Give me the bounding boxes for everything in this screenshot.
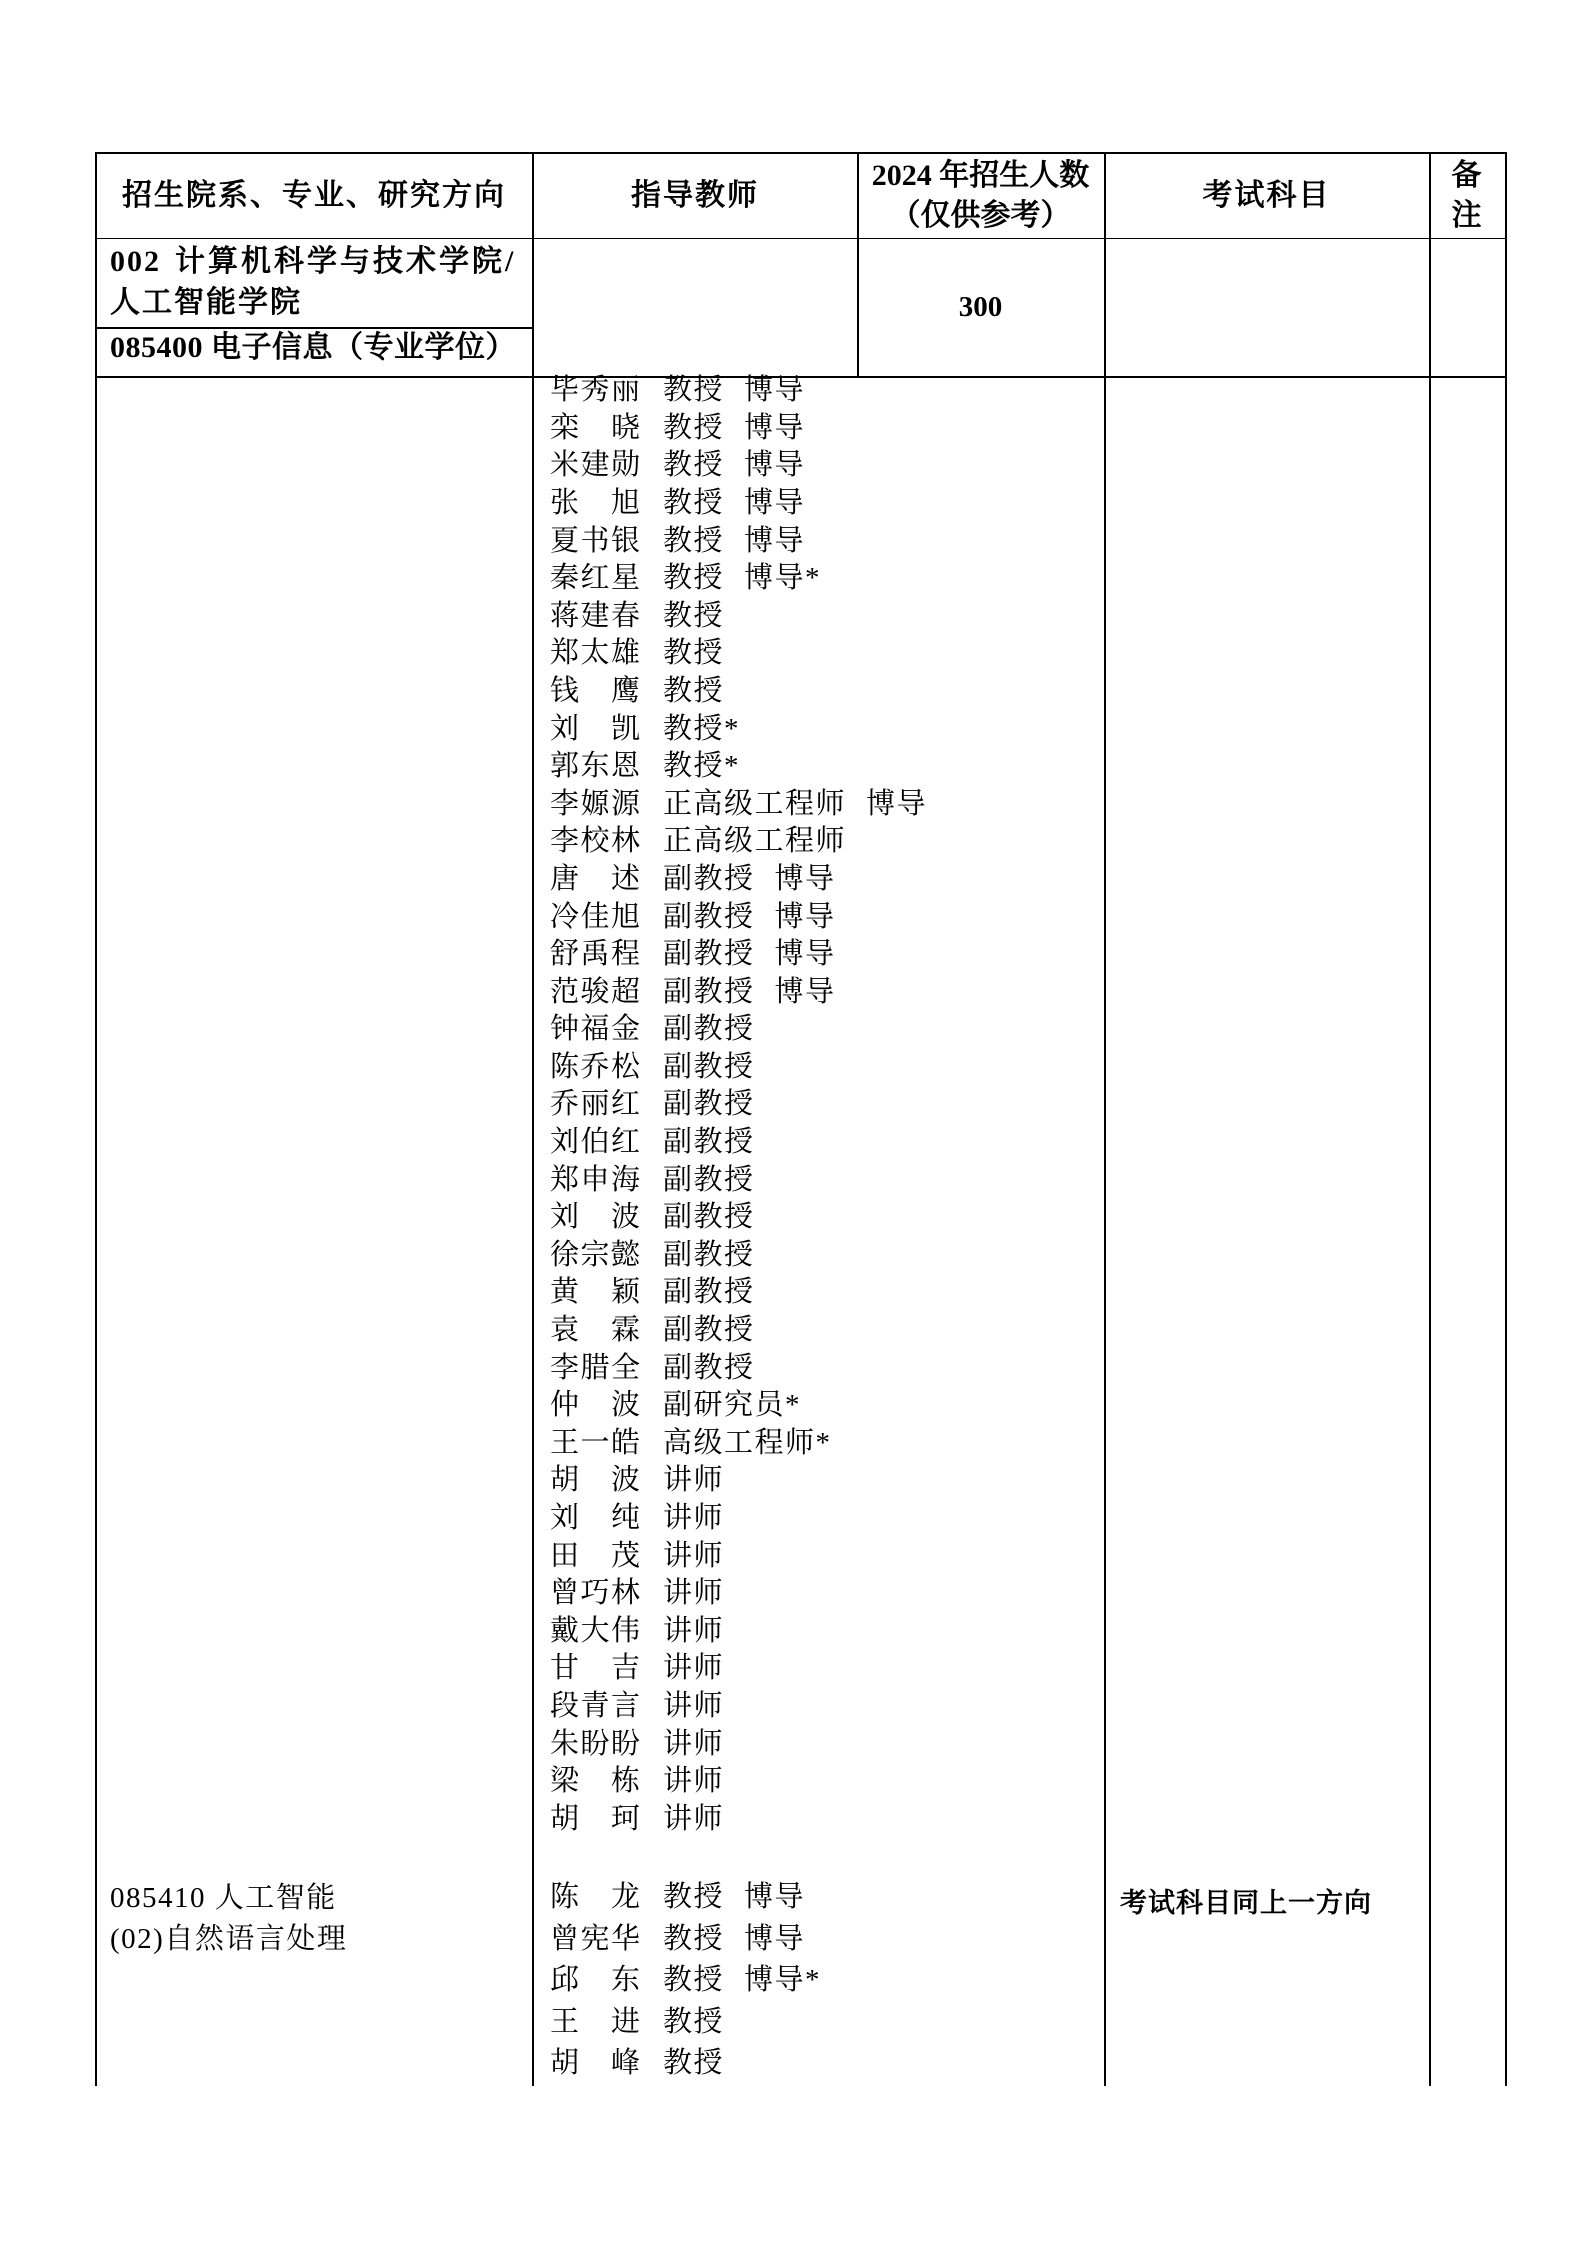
advisor-name: 黄 颖 [550, 1276, 642, 1309]
header-department-cell [95, 153, 533, 238]
advisor-row [550, 1462, 927, 1500]
advisor-row [550, 1919, 821, 1961]
advisor-row [550, 1960, 821, 2002]
advisor-name: 陈 龙 [550, 1881, 642, 1914]
advisor-title: 教授 [663, 674, 725, 707]
advisor-row [550, 936, 927, 974]
quota-value: 300 [958, 291, 1003, 323]
advisor-row [550, 786, 927, 824]
advisor-name: 钱 鹰 [550, 674, 642, 707]
advisor-row [550, 410, 927, 448]
advisor-title: 教授 [663, 562, 725, 595]
advisor-note: 博导 [866, 787, 928, 820]
advisor-name: 戴大伟 [550, 1614, 642, 1647]
advisor-row [550, 861, 927, 899]
advisor-row [550, 1688, 927, 1726]
advisor-name: 范骏超 [550, 975, 642, 1008]
advisor-title: 教授* [663, 712, 741, 745]
advisor-title: 副教授 [663, 1126, 755, 1159]
advisor-name: 陈乔松 [550, 1050, 642, 1083]
advisor-row [550, 1274, 927, 1312]
advisor-row [550, 1425, 927, 1463]
advisor-row [550, 372, 927, 410]
advisor-title: 讲师 [663, 1802, 725, 1835]
advisor-name: 李嫄源 [550, 787, 642, 820]
advisor-name: 段青言 [550, 1689, 642, 1722]
advisor-name: 唐 述 [550, 862, 642, 895]
header-advisor-cell [533, 153, 857, 238]
advisor-note: 博导 [774, 975, 836, 1008]
advisor-title: 讲师 [663, 1464, 725, 1497]
header-advisor: 指导教师 [631, 178, 759, 212]
advisor-row [550, 485, 927, 523]
advisor-note: 博导 [744, 374, 806, 407]
advisor-title: 副教授 [663, 1013, 755, 1046]
direction-2-name-line: (02)自然语言处理 [110, 1922, 348, 1955]
advisor-name: 郭东恩 [550, 750, 642, 783]
advisor-row [550, 1726, 927, 1764]
advisor-title: 副教授 [663, 938, 755, 971]
advisor-row [550, 1199, 927, 1237]
advisor-title: 副教授 [663, 1050, 755, 1083]
direction-2-exam: 考试科目同上一方向 [1120, 1888, 1372, 1918]
advisor-name: 刘伯红 [550, 1126, 642, 1159]
advisor-title: 讲师 [663, 1614, 725, 1647]
advisor-name: 袁 霖 [550, 1314, 642, 1347]
advisor-row [550, 899, 927, 937]
advisor-name: 秦红星 [550, 562, 642, 595]
advisor-title: 副教授 [663, 975, 755, 1008]
header-remark-cell [1429, 153, 1506, 238]
advisor-title: 教授 [663, 2047, 725, 2080]
advisor-row [550, 1350, 927, 1388]
advisor-name: 王一皓 [550, 1426, 642, 1459]
advisor-title: 教授 [663, 2005, 725, 2038]
advisor-name: 胡 峰 [550, 2047, 642, 2080]
advisor-row [550, 1011, 927, 1049]
college-code: 002 [110, 244, 161, 278]
advisor-title: 副教授 [663, 1238, 755, 1271]
advisor-name: 徐宗懿 [550, 1238, 642, 1271]
advisor-note: 博导 [774, 938, 836, 971]
advisor-name: 夏书银 [550, 524, 642, 557]
advisor-title: 教授 [663, 374, 725, 407]
advisor-row [550, 1086, 927, 1124]
advisor-title: 副教授 [663, 1163, 755, 1196]
advisor-row [550, 1613, 927, 1651]
advisor-name: 毕秀丽 [550, 374, 642, 407]
advisor-note: 博导* [744, 1964, 822, 1997]
advisor-name: 郑申海 [550, 1163, 642, 1196]
advisor-title: 讲师 [663, 1765, 725, 1798]
advisor-note: 博导 [744, 486, 806, 519]
advisor-title: 正高级工程师 [663, 787, 847, 820]
table-rule-col-remark-left [1429, 152, 1431, 2086]
advisor-name: 蒋建春 [550, 599, 642, 632]
advisor-row [550, 2002, 821, 2044]
advisor-title: 教授 [663, 449, 725, 482]
advisor-row [550, 560, 927, 598]
advisor-name: 田 茂 [550, 1539, 642, 1572]
college-name-line2: 人工智能学院 [110, 285, 302, 319]
header-quota-cell [857, 153, 1104, 238]
header-exam-cell [1104, 153, 1429, 238]
advisor-row [550, 1237, 927, 1275]
table-rule-col-advisor-left [532, 152, 534, 2086]
advisor-row [550, 823, 927, 861]
header-exam: 考试科目 [1202, 178, 1331, 212]
header-department: 招生院系、专业、研究方向 [122, 178, 506, 212]
advisor-title: 讲师 [663, 1577, 725, 1610]
advisor-title: 讲师 [663, 1502, 725, 1534]
advisor-row [550, 974, 927, 1012]
advisor-row [550, 1049, 927, 1087]
advisor-row [550, 598, 927, 636]
advisor-title: 讲师 [663, 1652, 725, 1685]
advisor-title: 教授 [663, 1964, 725, 1997]
advisor-name: 张 旭 [550, 486, 642, 519]
advisor-row [550, 673, 927, 711]
advisor-note: 博导 [744, 1922, 806, 1955]
advisor-name: 郑太雄 [550, 637, 642, 670]
header-quota-line1: 2024 年招生人数 [871, 158, 1090, 192]
advisor-title: 副教授 [663, 1201, 755, 1234]
advisor-row [550, 711, 927, 749]
advisor-name: 胡 珂 [550, 1802, 642, 1835]
advisor-note: 博导* [744, 562, 822, 595]
advisor-row [550, 2043, 821, 2085]
advisor-row [550, 1124, 927, 1162]
advisor-row [550, 1877, 821, 1919]
advisor-row [550, 1162, 927, 1200]
advisor-title: 教授 [663, 1922, 725, 1955]
advisor-title: 副教授 [663, 1276, 755, 1309]
advisor-row [550, 447, 927, 485]
header-quota-line2: （仅供参考） [890, 198, 1071, 232]
advisor-title: 教授 [663, 599, 725, 632]
advisor-title: 副研究员* [663, 1389, 802, 1422]
advisor-row [550, 1763, 927, 1801]
advisor-note: 博导 [774, 900, 836, 933]
advisor-name: 曾宪华 [550, 1922, 642, 1955]
advisor-name: 舒禹程 [550, 938, 642, 971]
advisor-row [550, 635, 927, 673]
advisor-name: 李腊全 [550, 1351, 642, 1384]
advisor-row [550, 1801, 927, 1839]
advisor-name: 乔丽红 [550, 1088, 642, 1121]
advisor-title: 教授 [663, 411, 725, 444]
advisor-name: 邱 东 [550, 1964, 642, 1997]
advisor-name: 胡 波 [550, 1464, 642, 1497]
advisor-title: 教授 [663, 637, 725, 670]
table-rule-right [1505, 152, 1507, 2086]
advisor-title: 讲师 [663, 1727, 725, 1760]
advisor-title: 讲师 [663, 1539, 725, 1572]
advisor-row [550, 1387, 927, 1425]
advisor-name: 钟福金 [550, 1013, 642, 1046]
advisor-row [550, 1650, 927, 1688]
advisor-list-direction-2 [550, 1877, 821, 2085]
advisor-note: 博导 [744, 524, 806, 557]
advisor-row [550, 1312, 927, 1350]
advisor-name: 曾巧林 [550, 1577, 642, 1610]
advisor-name: 刘 凯 [550, 712, 642, 745]
advisor-name: 仲 波 [550, 1389, 642, 1422]
table-rule-left [95, 152, 97, 2086]
advisor-name: 栾 晓 [550, 411, 642, 444]
advisor-name: 米建勋 [550, 449, 642, 482]
advisor-row [550, 1538, 927, 1576]
advisor-name: 刘 纯 [550, 1502, 642, 1534]
advisor-note: 博导 [744, 1881, 806, 1914]
advisor-title: 高级工程师* [663, 1426, 832, 1459]
advisor-title: 讲师 [663, 1689, 725, 1722]
advisor-title: 教授 [663, 1881, 725, 1914]
advisor-note: 博导 [744, 449, 806, 482]
advisor-title: 副教授 [663, 900, 755, 933]
college-name-line1: 计算机科学与技术学院/ [175, 244, 517, 278]
advisor-name: 刘 波 [550, 1201, 642, 1234]
advisor-row [550, 1575, 927, 1613]
advisor-name: 朱盼盼 [550, 1727, 642, 1760]
advisor-title: 副教授 [663, 1088, 755, 1121]
advisor-row [550, 748, 927, 786]
advisor-title: 副教授 [663, 1351, 755, 1384]
header-remark: 备注 [1451, 158, 1484, 232]
major-title: 085400 电子信息（专业学位） [110, 331, 516, 364]
advisor-row [550, 1500, 927, 1538]
advisor-name: 梁 栋 [550, 1765, 642, 1798]
table-rule-col-exam-left [1104, 152, 1106, 2086]
college-title [110, 241, 516, 323]
advisor-name: 王 进 [550, 2005, 642, 2038]
advisor-name: 李校林 [550, 825, 642, 858]
advisor-row [550, 523, 927, 561]
advisor-title: 副教授 [663, 1314, 755, 1347]
college-title-line1 [110, 241, 516, 282]
advisor-title: 教授 [663, 486, 725, 519]
direction-2-code-line: 085410 人工智能 [110, 1881, 337, 1914]
advisor-note: 博导 [744, 411, 806, 444]
advisor-name: 甘 吉 [550, 1652, 642, 1685]
advisor-title: 正高级工程师 [663, 825, 847, 858]
quota-cell [857, 238, 1104, 377]
advisor-note: 博导 [774, 862, 836, 895]
advisor-name: 冷佳旭 [550, 900, 642, 933]
advisor-title: 副教授 [663, 862, 755, 895]
advisor-title: 教授* [663, 750, 741, 783]
advisor-title: 教授 [663, 524, 725, 557]
direction-2-title [110, 1878, 347, 1960]
advisor-list-direction-1 [550, 372, 927, 1838]
